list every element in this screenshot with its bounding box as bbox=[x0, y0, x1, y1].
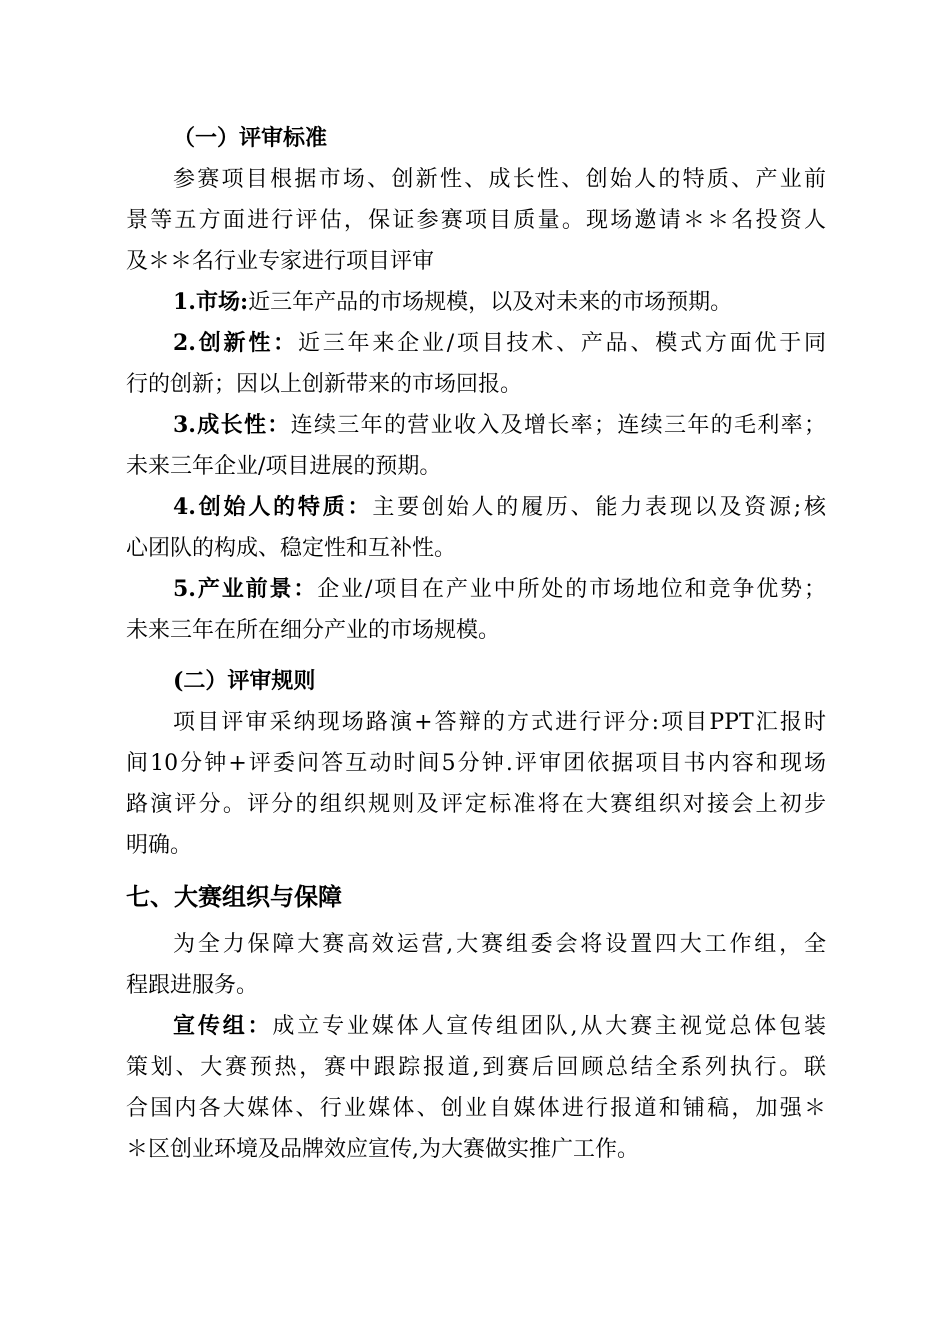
criterion-growth bbox=[126, 405, 826, 446]
section-heading-review-rules: (二）评审规则 bbox=[173, 668, 316, 694]
criterion-founder-traits bbox=[126, 487, 826, 528]
publicity-group-label: 宣传组： bbox=[173, 1013, 273, 1039]
paragraph-line: 策划、大赛预热，赛中跟踪报道,到赛后回顾总结全系列执行。联 bbox=[126, 1055, 826, 1080]
criterion-text: 连续三年的营业收入及增长率；连续三年的毛利率； bbox=[290, 413, 826, 438]
paragraph-line: 参赛项目根据市场、创新性、成长性、创始人的特质、产业前 bbox=[173, 167, 826, 192]
criterion-label: 3.成长性： bbox=[173, 412, 291, 438]
criterion-label: 4.创始人的特质： bbox=[173, 494, 373, 520]
criterion-label: 5.产业前景： bbox=[173, 576, 318, 602]
section-heading-review-criteria: （一）评审标准 bbox=[173, 125, 328, 151]
criterion-industry-prospect bbox=[126, 569, 826, 610]
paragraph-line: 程跟进服务。 bbox=[126, 973, 259, 998]
criterion-text: 企业/项目在产业中所处的市场地位和竞争优势； bbox=[317, 577, 826, 602]
publicity-group-paragraph bbox=[126, 1006, 826, 1047]
document-page bbox=[126, 118, 826, 1170]
paragraph-line: 间10分钟+评委问答互动时间5分钟.评审团依据项目书内容和现场 bbox=[126, 751, 826, 776]
criterion-market bbox=[126, 282, 826, 323]
paragraph-line: 心团队的构成、稳定性和互补性。 bbox=[126, 536, 457, 561]
publicity-group-text: 成立专业媒体人宣传组团队,从大赛主视觉总体包装 bbox=[272, 1014, 826, 1039]
paragraph-line: 未来三年企业/项目进展的预期。 bbox=[126, 454, 442, 479]
paragraph-line: 及＊＊名行业专家进行项目评审 bbox=[126, 249, 435, 274]
criterion-label: 2.创新性： bbox=[173, 330, 298, 356]
chapter-heading-organization: 七、大赛组织与保障 bbox=[126, 882, 342, 911]
paragraph-line: 景等五方面进行评估，保证参赛项目质量。现场邀请＊＊名投资人 bbox=[126, 208, 826, 233]
paragraph-line: 路演评分。评分的组织规则及评定标准将在大赛组织对接会上初步 bbox=[126, 792, 826, 817]
paragraph-line: 合国内各大媒体、行业媒体、创业自媒体进行报道和铺稿，加强＊ bbox=[126, 1096, 826, 1121]
paragraph-line: ＊区创业环境及品牌效应宣传,为大赛做实推广工作。 bbox=[126, 1137, 639, 1162]
criterion-label: 1.市场: bbox=[173, 289, 249, 315]
paragraph-line: 项目评审采纳现场路演+答辩的方式进行评分:项目PPT汇报时 bbox=[173, 710, 826, 735]
paragraph-line: 明确。 bbox=[126, 833, 193, 858]
paragraph-line: 行的创新；因以上创新带来的市场回报。 bbox=[126, 372, 523, 397]
criterion-text: 主要创始人的履历、能力表现以及资源;核 bbox=[372, 495, 826, 520]
paragraph-line: 为全力保障大赛高效运营,大赛组委会将设置四大工作组，全 bbox=[173, 932, 826, 957]
criterion-text: 近三年产品的市场规模，以及对未来的市场预期。 bbox=[248, 290, 733, 315]
paragraph-line: 未来三年在所在细分产业的市场规模。 bbox=[126, 618, 501, 643]
criterion-text: 近三年来企业/项目技术、产品、模式方面优于同 bbox=[297, 331, 826, 356]
criterion-innovation bbox=[126, 323, 826, 364]
